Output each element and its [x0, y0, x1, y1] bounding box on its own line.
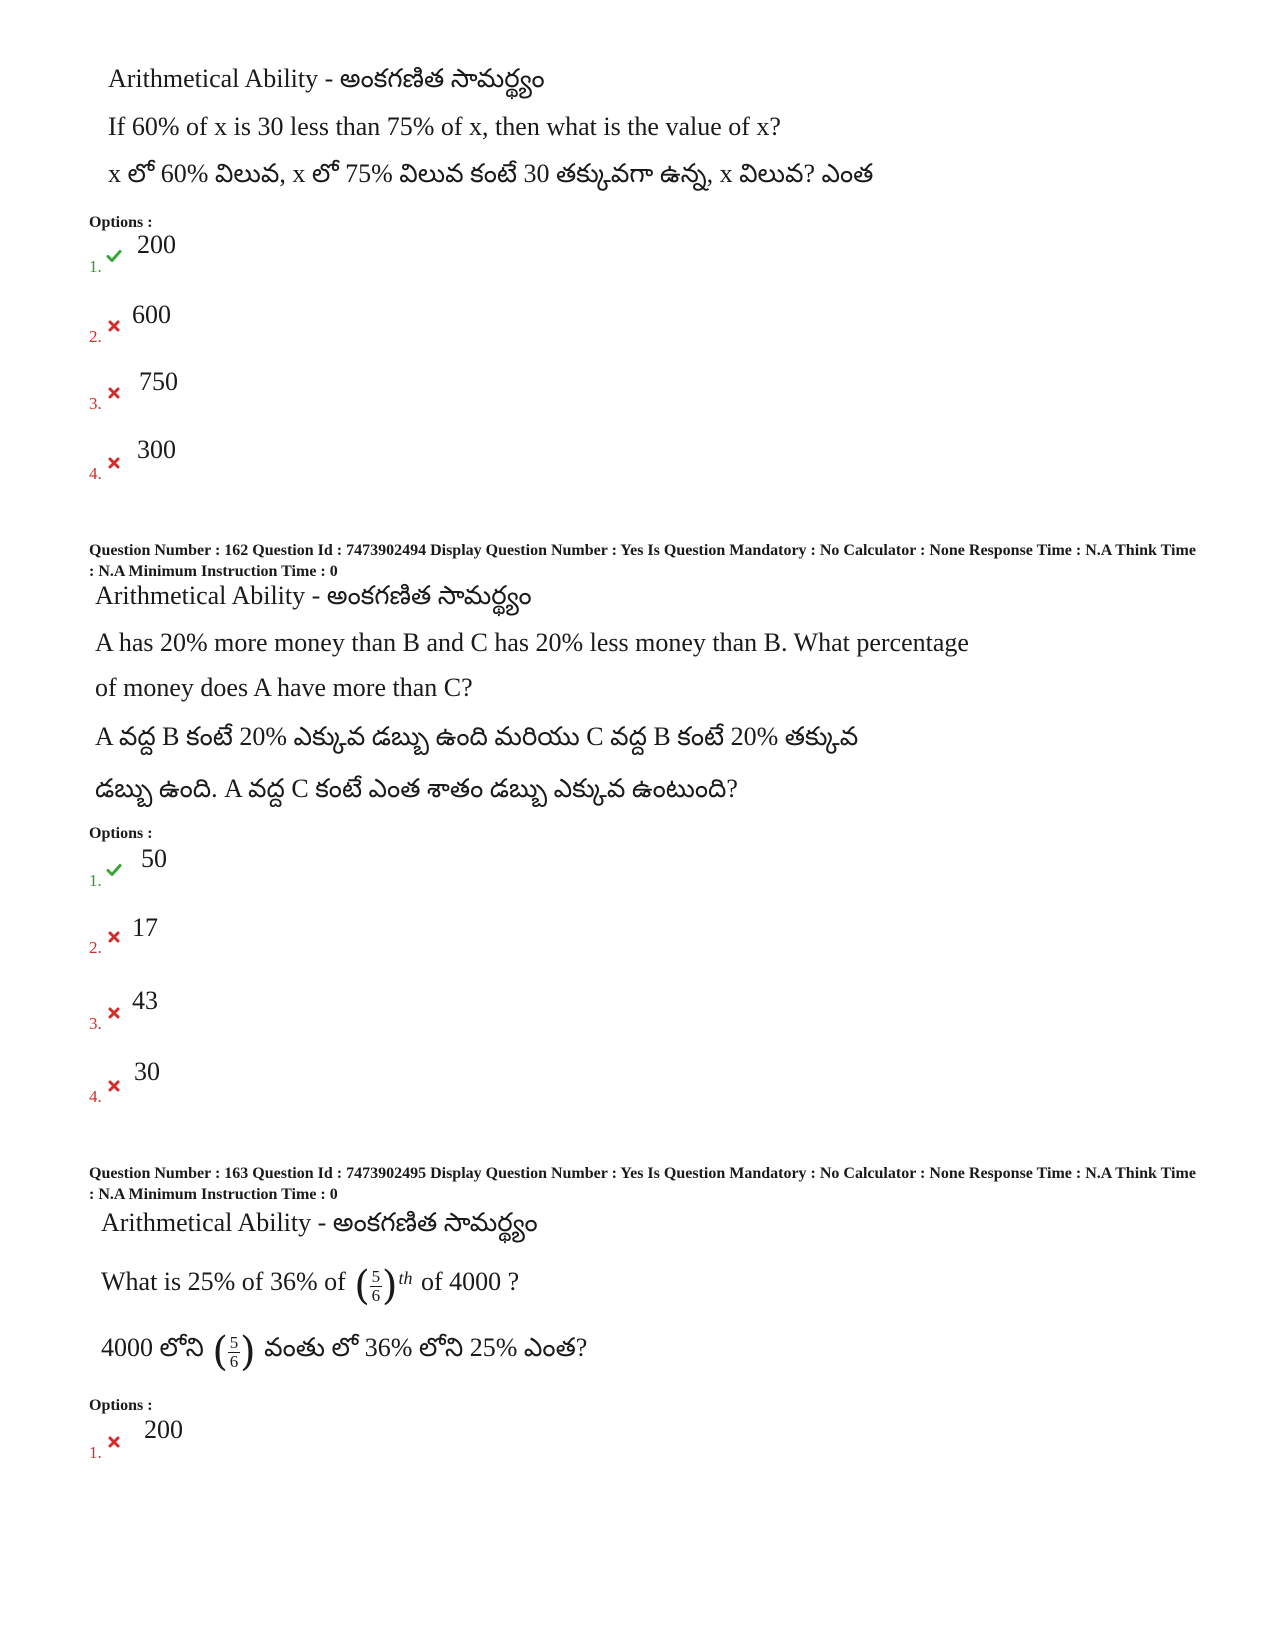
five-sixths-fraction	[212, 1322, 255, 1378]
cross-icon	[106, 1005, 122, 1021]
option-number: 2.	[89, 938, 102, 957]
check-icon	[106, 862, 122, 878]
option-value: 50	[141, 844, 167, 873]
q161-question-en: If 60% of x is 30 less than 75% of x, then what is the value of x?	[108, 112, 781, 141]
cross-icon	[106, 455, 122, 471]
option-number: 1.	[89, 871, 102, 890]
cross-icon	[106, 1078, 122, 1094]
q163-question-en-prefix: What is 25% of 36% of	[101, 1267, 346, 1296]
option-value: 300	[137, 435, 176, 464]
fraction-numerator: 5	[371, 1266, 381, 1286]
q161-question-te: x లో 60% విలువ, x లో 75% విలువ కంటే 30 తక్కువగా ఉన్న, x విలువ? ఎంత	[108, 159, 874, 188]
cross-icon	[106, 929, 122, 945]
q162-question-te-line2: డబ్బు ఉంది. A వద్ద C కంటే ఎంత శాతం డబ్బు ఎక్కువ ఉంటుంది?	[95, 774, 738, 803]
q163-question-te-suffix: వంతు లో 36% లోని 25% ఎంత?	[264, 1333, 588, 1362]
q163-options-label: Options :	[89, 1397, 153, 1414]
q163-meta: Question Number : 163 Question Id : 7473902495 Display Question Number : Yes Is Question Mandatory : No Calculator : None Response Time : N.A Think Time : N.A Minimum Instruction Time : 0	[89, 1165, 1196, 1203]
q163-question-te	[101, 1320, 587, 1376]
option-number: 4.	[89, 1087, 102, 1106]
q162-question-en-line1: A has 20% more money than B and C has 20% less money than B. What percentage	[95, 628, 969, 657]
fraction-superscript: th	[398, 1268, 413, 1289]
q163-subject: Arithmetical Ability - అంకగణిత సామర్థ్యం	[101, 1208, 538, 1237]
option-number: 3.	[89, 1014, 102, 1033]
option-value: 200	[137, 230, 176, 259]
option-value: 200	[144, 1415, 183, 1444]
q163-question-en-suffix: of 4000 ?	[421, 1267, 520, 1296]
right-paren: )	[239, 1329, 256, 1376]
fraction-numerator: 5	[229, 1332, 239, 1352]
check-icon	[106, 248, 122, 264]
q163-question-te-prefix: 4000 లోని	[101, 1333, 204, 1362]
q162-subject: Arithmetical Ability - అంకగణిత సామర్థ్యం	[95, 581, 532, 610]
option-value: 17	[132, 913, 158, 942]
five-sixths-fraction	[354, 1256, 412, 1312]
fraction-denominator: 6	[371, 1285, 381, 1305]
cross-icon	[106, 1434, 122, 1450]
q162-question-te-line1: A వద్ద B కంటే 20% ఎక్కువ డబ్బు ఉంది మరియు C వద్ద B కంటే 20% తక్కువ	[95, 722, 859, 751]
q161-subject: Arithmetical Ability - అంకగణిత సామర్థ్యం	[108, 64, 545, 93]
fraction-denominator: 6	[229, 1351, 239, 1371]
option-number: 3.	[89, 394, 102, 413]
cross-icon	[106, 385, 122, 401]
q161-options-label: Options :	[89, 214, 153, 231]
option-value: 600	[132, 300, 171, 329]
option-number: 1.	[89, 257, 102, 276]
option-value: 30	[134, 1057, 160, 1086]
q162-options-label: Options :	[89, 825, 153, 842]
option-number: 1.	[89, 1443, 102, 1462]
option-number: 4.	[89, 464, 102, 483]
left-paren: (	[212, 1329, 228, 1376]
option-value: 750	[139, 367, 178, 396]
right-paren: )	[381, 1263, 398, 1310]
cross-icon	[106, 318, 122, 334]
q162-meta: Question Number : 162 Question Id : 7473902494 Display Question Number : Yes Is Question Mandatory : No Calculator : None Response Time : N.A Think Time : N.A Minimum Instruction Time : 0	[89, 542, 1196, 580]
q163-question-en	[101, 1254, 519, 1310]
option-number: 2.	[89, 327, 102, 346]
q162-question-en-line2: of money does A have more than C?	[95, 673, 473, 702]
option-value: 43	[132, 986, 158, 1015]
left-paren: (	[354, 1263, 370, 1310]
